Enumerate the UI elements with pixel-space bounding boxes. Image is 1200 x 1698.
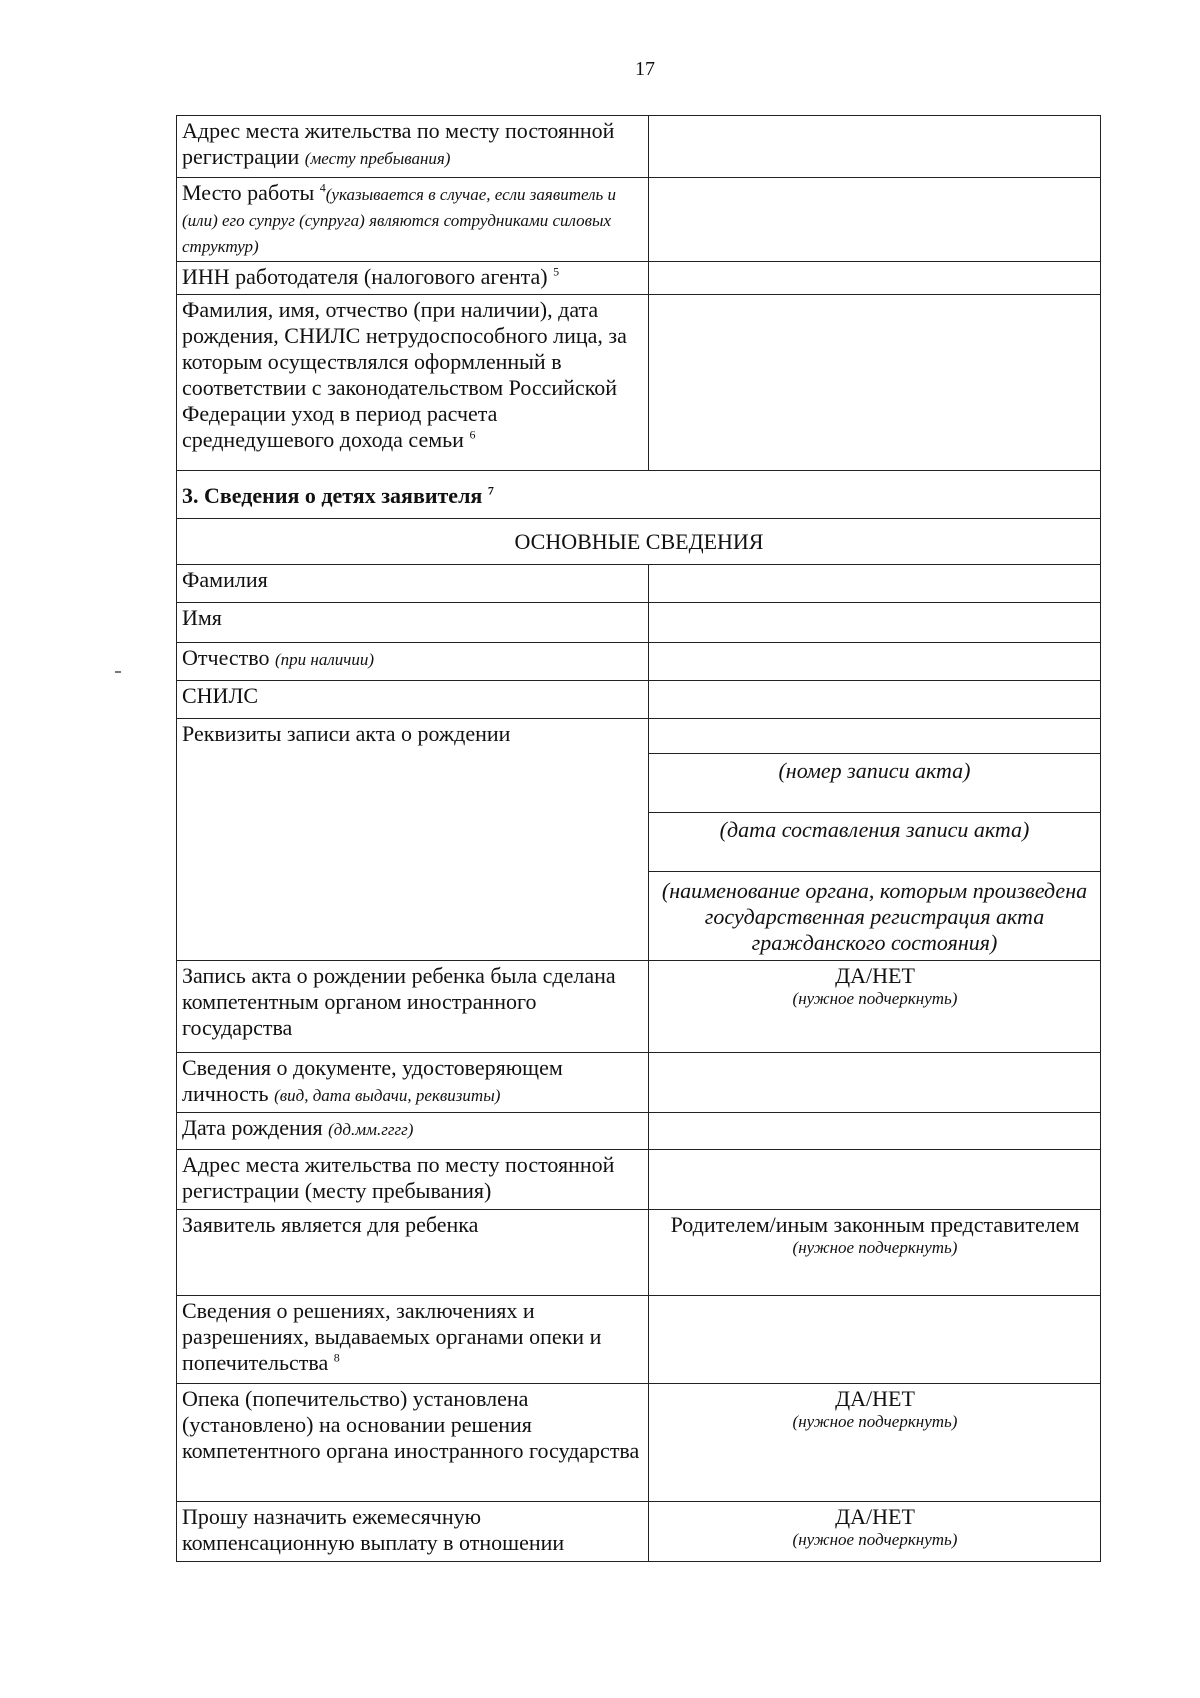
record-number-caption: (номер записи акта)	[778, 758, 971, 783]
foreign-guardianship-underline-note: (нужное подчеркнуть)	[792, 1412, 958, 1431]
workplace-note: (указывается в случае, если заявитель и (или) его супруг (супруга) являются сотрудниками силовых структур)	[182, 185, 616, 256]
application-form-table	[176, 115, 1101, 1562]
foreign-guardianship-choice[interactable]	[649, 1384, 1101, 1502]
name-row	[177, 603, 1101, 643]
surname-row	[177, 565, 1101, 603]
identity-doc-label-cell	[177, 1053, 649, 1113]
basic-info-header: ОСНОВНЫЕ СВЕДЕНИЯ	[177, 519, 1101, 565]
patronymic-label: Отчество	[182, 645, 270, 670]
patronymic-row	[177, 643, 1101, 681]
address-field[interactable]	[649, 116, 1101, 178]
guardianship-decisions-row	[177, 1296, 1101, 1384]
compensation-row	[177, 1502, 1101, 1562]
address-label-cell	[177, 116, 649, 178]
surname-label: Фамилия	[177, 565, 649, 603]
birth-date-label-cell	[177, 1113, 649, 1150]
child-address-row	[177, 1150, 1101, 1210]
applicant-relation-underline-note: (нужное подчеркнуть)	[792, 1238, 958, 1257]
name-label: Имя	[177, 603, 649, 643]
birth-date-row	[177, 1113, 1101, 1150]
birth-record-row	[177, 719, 1101, 961]
footnote-ref-6: 6	[469, 427, 476, 442]
snils-label: СНИЛС	[177, 681, 649, 719]
compensation-yes-no: ДА/НЕТ	[835, 1504, 915, 1529]
foreign-record-row	[177, 961, 1101, 1053]
guardianship-decisions-label: Сведения о решениях, заключениях и разрешениях, выдаваемых органами опеки и попечительства	[182, 1298, 602, 1375]
section3-row	[177, 471, 1101, 519]
birth-record-label: Реквизиты записи акта о рождении	[177, 719, 649, 961]
workplace-label-cell	[177, 178, 649, 262]
footnote-ref-5: 5	[553, 264, 560, 279]
basic-info-header-row	[177, 519, 1101, 565]
compensation-underline-note: (нужное подчеркнуть)	[792, 1530, 958, 1549]
address-row	[177, 116, 1101, 178]
workplace-label: Место работы	[182, 180, 315, 205]
disabled-person-row	[177, 295, 1101, 471]
applicant-relation-row	[177, 1210, 1101, 1296]
workplace-field[interactable]	[649, 178, 1101, 262]
applicant-relation-value: Родителем/иным законным представителем	[670, 1212, 1080, 1237]
birth-record-details	[649, 719, 1101, 961]
patronymic-field[interactable]	[649, 643, 1101, 681]
patronymic-label-cell	[177, 643, 649, 681]
birth-date-note: (дд.мм.гггг)	[328, 1120, 414, 1139]
record-authority-caption: (наименование органа, которым произведена государственная регистрация акта гражданского состояния)	[661, 878, 1088, 955]
birth-date-field[interactable]	[649, 1113, 1101, 1150]
section3-title: 3. Сведения о детях заявителя	[182, 483, 483, 508]
identity-doc-field[interactable]	[649, 1053, 1101, 1113]
workplace-row	[177, 178, 1101, 262]
foreign-record-underline-note: (нужное подчеркнуть)	[792, 989, 958, 1008]
name-field[interactable]	[649, 603, 1101, 643]
foreign-record-choice[interactable]	[649, 961, 1101, 1053]
identity-doc-label: Сведения о документе, удостоверяющем личность	[182, 1055, 563, 1106]
identity-doc-row	[177, 1053, 1101, 1113]
foreign-record-yes-no: ДА/НЕТ	[835, 963, 915, 988]
inn-label-cell	[177, 262, 649, 295]
compensation-label: Прошу назначить ежемесячную компенсационную выплату в отношении	[177, 1502, 649, 1562]
compensation-choice[interactable]	[649, 1502, 1101, 1562]
record-number-field[interactable]	[649, 719, 1100, 754]
foreign-guardianship-label: Опека (попечительство) установлена (установлено) на основании решения компетентного органа иностранного государства	[177, 1384, 649, 1502]
guardianship-decisions-label-cell	[177, 1296, 649, 1384]
record-date-field[interactable]	[649, 784, 1100, 813]
patronymic-note: (при наличии)	[275, 650, 375, 669]
page-number: 17	[635, 58, 655, 80]
section3-title-cell	[177, 471, 1101, 519]
surname-field[interactable]	[649, 565, 1101, 603]
footnote-ref-7: 7	[487, 483, 494, 498]
footnote-ref-8: 8	[333, 1350, 340, 1365]
foreign-record-label: Запись акта о рождении ребенка была сделана компетентным органом иностранного государства	[177, 961, 649, 1053]
applicant-relation-choice[interactable]	[649, 1210, 1101, 1296]
snils-row	[177, 681, 1101, 719]
address-note: (месту пребывания)	[304, 149, 451, 168]
applicant-relation-label: Заявитель является для ребенка	[177, 1210, 649, 1296]
record-date-caption: (дата составления записи акта)	[719, 817, 1030, 842]
identity-doc-note: (вид, дата выдачи, реквизиты)	[274, 1086, 501, 1105]
foreign-guardianship-yes-no: ДА/НЕТ	[835, 1386, 915, 1411]
disabled-person-field[interactable]	[649, 295, 1101, 471]
inn-field[interactable]	[649, 262, 1101, 295]
guardianship-decisions-field[interactable]	[649, 1296, 1101, 1384]
child-address-label: Адрес места жительства по месту постоянной регистрации (месту пребывания)	[177, 1150, 649, 1210]
record-authority-field[interactable]	[649, 843, 1100, 872]
child-address-field[interactable]	[649, 1150, 1101, 1210]
footnote-ref-4: 4	[319, 180, 326, 195]
disabled-person-label: Фамилия, имя, отчество (при наличии), дата рождения, СНИЛС нетрудоспособного лица, за которым осуществлялся оформленный в соответствии с законодательством Российской Федерации уход в период расчета среднедушевого дохода семьи	[182, 297, 627, 452]
birth-date-label: Дата рождения	[182, 1115, 323, 1140]
birth-record-subtable	[649, 719, 1100, 960]
address-label: Адрес места жительства по месту постоянной регистрации	[182, 118, 615, 169]
snils-field[interactable]	[649, 681, 1101, 719]
inn-label: ИНН работодателя (налогового агента)	[182, 264, 548, 289]
foreign-guardianship-row	[177, 1384, 1101, 1502]
disabled-person-label-cell	[177, 295, 649, 471]
inn-row	[177, 262, 1101, 295]
scan-mark	[115, 671, 121, 673]
